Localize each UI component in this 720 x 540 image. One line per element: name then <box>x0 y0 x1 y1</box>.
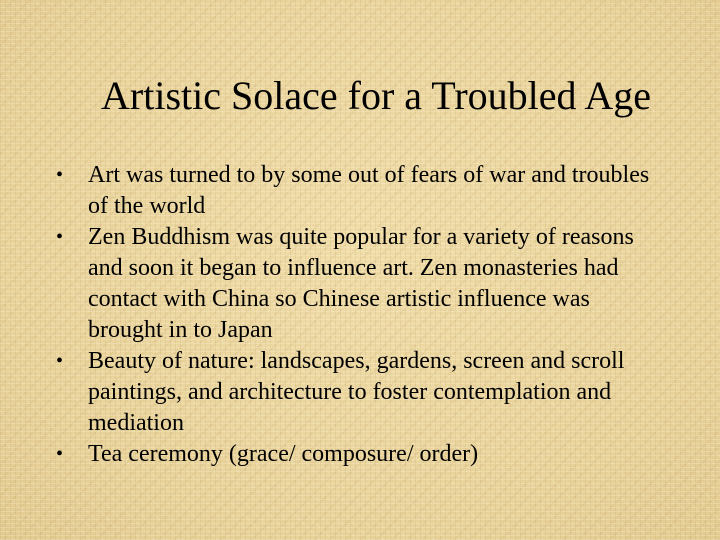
bullet-item <box>56 160 666 222</box>
bullet-icon: • <box>56 164 64 186</box>
bullet-text: Art was turned to by some out of fears of war and troubles of the world <box>88 162 650 219</box>
bullet-item <box>56 346 666 439</box>
bullet-list <box>56 160 666 470</box>
bullet-item <box>56 222 666 346</box>
bullet-text: Tea ceremony (grace/ composure/ order) <box>88 441 479 467</box>
bullet-icon: • <box>56 350 64 372</box>
bullet-icon: • <box>56 226 64 248</box>
bullet-item <box>56 439 666 470</box>
bullet-text: Zen Buddhism was quite popular for a variety of reasons and soon it began to influence art. Zen monasteries had contact with China so Chinese artistic influence was brought in to Japan <box>88 224 634 343</box>
slide-title: Artistic Solace for a Troubled Age <box>101 73 651 118</box>
bullet-text: Beauty of nature: landscapes, gardens, screen and scroll paintings, and architecture to foster contemplation and mediation <box>88 348 625 436</box>
bullet-icon: • <box>56 443 64 465</box>
